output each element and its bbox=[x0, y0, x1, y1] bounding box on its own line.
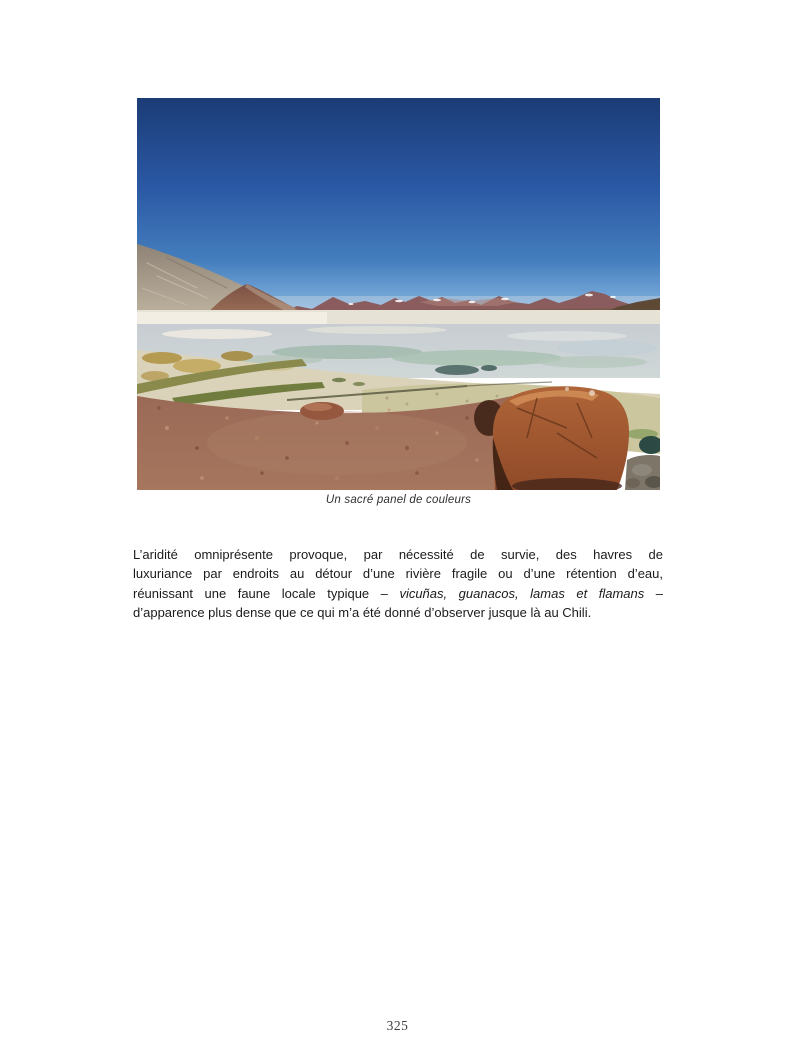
paragraph-text: réunissant une faune locale typique – bbox=[133, 585, 400, 601]
body-paragraph bbox=[133, 545, 663, 622]
page-number: 325 bbox=[386, 1018, 409, 1033]
paragraph-text: – bbox=[644, 585, 663, 601]
landscape-photo-art bbox=[137, 98, 660, 490]
paragraph-line bbox=[133, 603, 663, 622]
landscape-photo bbox=[137, 98, 660, 490]
paragraph-italic-text: vicuñas, guanacos, lamas et flamans bbox=[399, 585, 645, 601]
photo-caption: Un sacré panel de couleurs bbox=[325, 494, 472, 506]
paragraph-text: L’aridité omniprésente provoque, par nécessité de survie, des havres de bbox=[133, 547, 663, 562]
paragraph-text: luxuriance par endroits au détour d’une rivière fragile ou d’une rétention d’eau, bbox=[133, 566, 663, 582]
paragraph-line bbox=[133, 564, 663, 583]
paragraph-line bbox=[133, 584, 663, 603]
paragraph-line bbox=[133, 545, 663, 564]
paragraph-text: d’apparence plus dense que ce qui m’a été donné d’observer jusque là au Chili. bbox=[133, 604, 592, 620]
